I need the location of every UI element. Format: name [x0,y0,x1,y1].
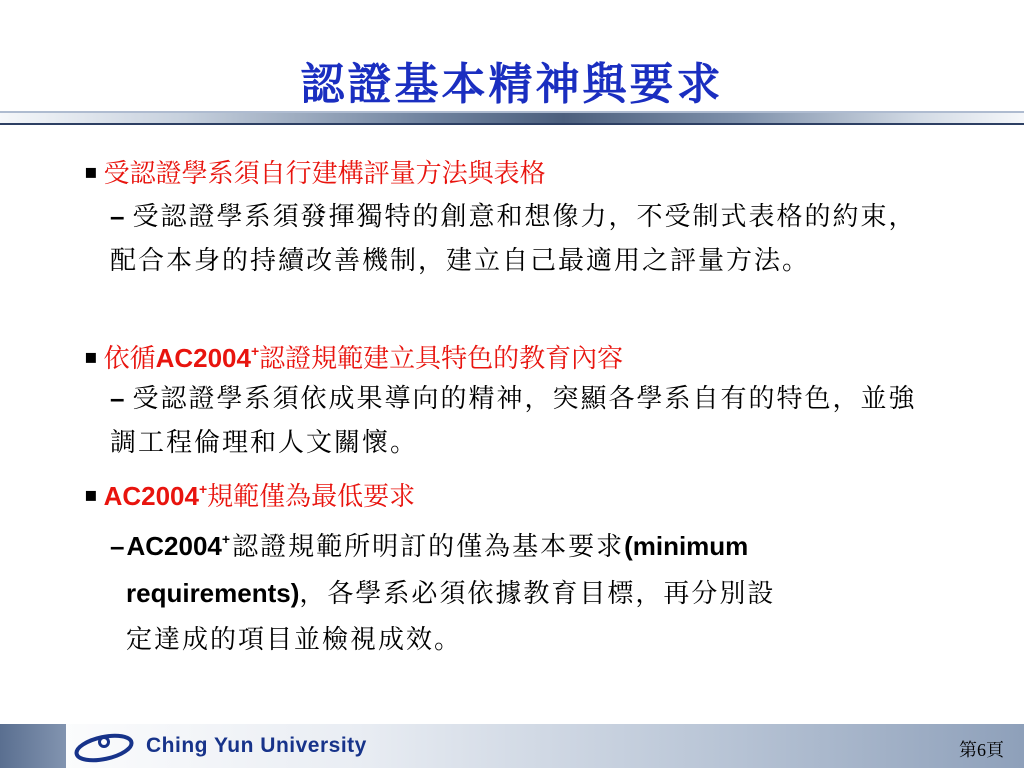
university-name: Ching Yun University [146,734,367,757]
bullet-marker-icon: ▪ [84,344,98,368]
bullet-2-text: 認證規範建立具特色的教育內容 [259,344,624,374]
footer-accent [0,724,66,768]
bullet-3-sub-sup: + [221,531,233,547]
bullet-2-prefix: 依循 [103,344,156,374]
bullet-3-sub-line-1 [110,516,930,570]
bullet-1-sub [110,194,930,283]
bullet-2 [84,334,623,376]
bullet-1-text: 受認證學系須自行建構評量方法與表格 [103,159,546,189]
bullet-3-text: 規範僅為最低要求 [207,482,416,512]
bullet-1-sub-text: 受認證學系須發揮獨特的創意和想像力，不受制式表格的約束，配合本身的持續改善機制，建立自己最適用之評量方法。 [110,202,917,276]
bullet-3-sub-line-2 [110,570,930,617]
ching-yun-logo-icon [74,728,138,764]
bullet-3-sub-latin2: (minimum [624,531,749,561]
bullet-2-sub [110,376,930,465]
dash-marker: – [110,531,127,561]
dash-marker: – [110,383,127,413]
bullet-2-sub-text: 受認證學系須依成果導向的精神，突顯各學系自有的特色，並強調工程倫理和人文關懷。 [110,384,917,458]
bullet-3-sub-line-3 [110,617,930,663]
bullet-3-sub [110,516,930,663]
bullet-3-sub-latin3: requirements) [126,578,300,608]
bullet-3-sup: + [198,481,208,497]
bullet-3-sub-latin: AC2004 [126,531,222,561]
bullet-3-sub-text3: 定達成的項目並檢視成效。 [126,625,463,655]
page-number: 第6頁 [959,740,1004,760]
bullet-marker-icon: ▪ [84,482,98,506]
dash-marker: – [110,201,127,231]
bullet-3-latin: AC2004 [103,481,199,511]
bullet-2-sup: + [250,343,260,359]
bullet-marker-icon: ▪ [84,159,98,183]
bullet-1 [84,154,546,191]
bullet-3 [84,472,415,514]
bullet-2-latin: AC2004 [155,343,251,373]
bullet-3-sub-text1: 認證規範所明訂的僅為基本要求 [232,532,625,562]
bullet-3-sub-text2: ，各學系必須依據教育目標，再分別設 [299,579,776,609]
footer-bar [0,724,1024,768]
slide-title: 認證基本精神與要求 [300,59,724,110]
